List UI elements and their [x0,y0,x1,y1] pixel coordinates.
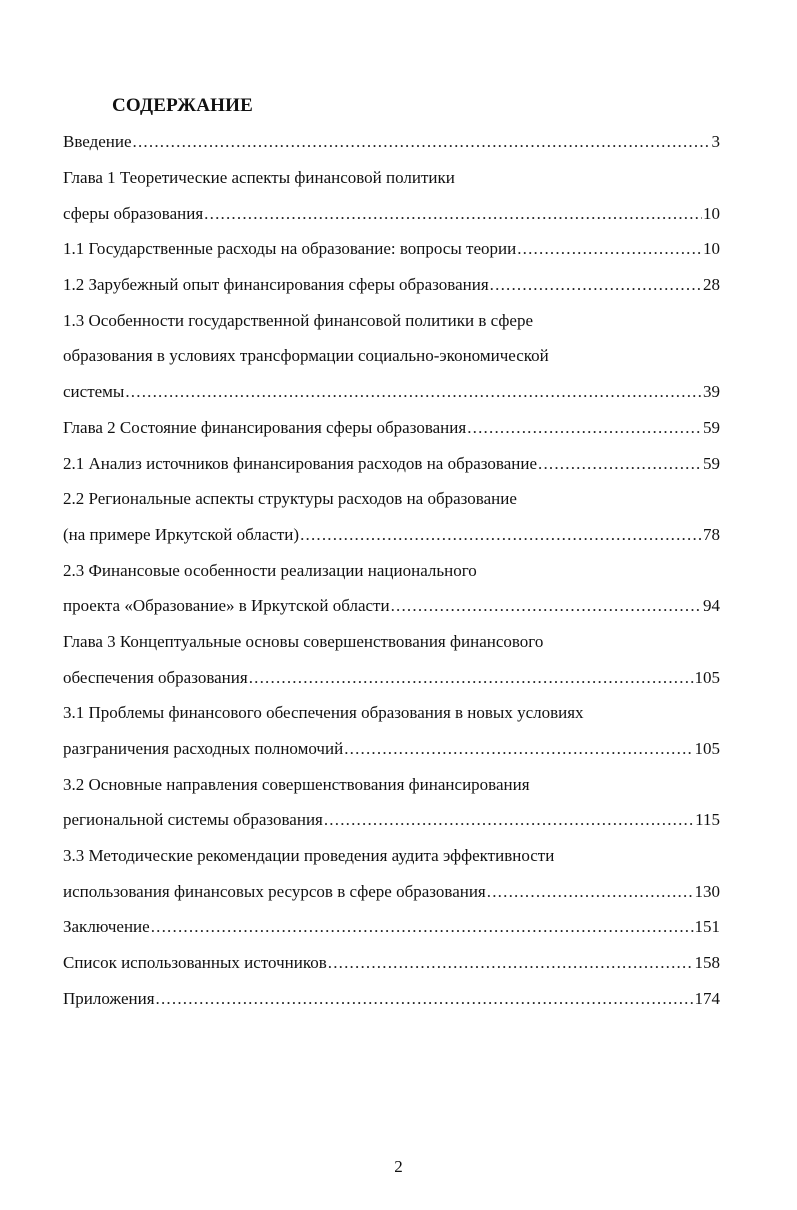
toc-dot-leader [125,380,702,404]
toc-entry-text: системы [63,382,125,401]
toc-entry [63,951,720,975]
toc-entry [63,237,720,261]
toc-dot-leader [344,737,693,761]
toc-page-number: 39 [703,382,720,401]
toc-dot-leader [300,523,702,547]
toc-entry-text: проекта «Образование» в Иркутской области [63,596,390,615]
toc-page-number: 151 [694,917,720,936]
toc-entry-text: региональной системы образования [63,810,323,829]
toc-dot-leader [517,237,702,261]
toc-entry-text: 2.1 Анализ источников финансирования расходов на образование [63,454,537,473]
toc-entry-text: 3.1 Проблемы финансового обеспечения образования в новых условиях [63,703,584,722]
toc-entry-text: использования финансовых ресурсов в сфере образования [63,882,486,901]
toc-entry-text: 3.2 Основные направления совершенствования финансирования [63,775,530,794]
toc-entry [63,380,720,404]
toc-entry [63,559,477,583]
toc-entry-text: разграничения расходных полномочий [63,739,344,758]
toc-page-number: 94 [703,596,720,615]
toc-entry-text: Список использованных источников [63,953,327,972]
toc-page-number: 105 [694,739,720,758]
toc-page-number: 59 [703,454,720,473]
toc-entry [63,202,720,226]
toc-dot-leader [467,416,702,440]
toc-entry-text: образования в условиях трансформации социально-экономической [63,346,549,365]
toc-entry [63,344,549,368]
toc-entry [63,452,720,476]
toc-dot-leader [328,951,694,975]
toc-dot-leader [249,666,694,690]
toc-page-number: 10 [703,239,720,258]
toc-entry-text: 2.3 Финансовые особенности реализации национального [63,561,477,580]
toc-page-number: 3 [711,132,720,151]
toc-page-number: 10 [703,204,720,223]
toc-entry [63,523,720,547]
toc-entry [63,737,720,761]
toc-entry [63,487,517,511]
toc-entry-text: Введение [63,132,132,151]
page-number: 2 [394,1157,403,1176]
toc-entry [63,666,720,690]
toc-entry-text: Заключение [63,917,150,936]
toc-page-number: 78 [703,525,720,544]
toc-dot-leader [204,202,702,226]
toc-entry [63,773,530,797]
toc-page-number: 115 [695,810,720,829]
toc-page-number: 105 [694,668,720,687]
toc-entry [63,166,455,190]
toc-entry-text: Приложения [63,989,155,1008]
toc-dot-leader [324,808,694,832]
toc-entry-text: 1.2 Зарубежный опыт финансирования сферы образования [63,275,489,294]
toc-entry [63,416,720,440]
toc-dot-leader [151,915,694,939]
toc-entry [63,987,720,1011]
toc-entry [63,701,584,725]
toc-entry [63,630,543,654]
toc-entry [63,594,720,618]
toc-entry-text: обеспечения образования [63,668,248,687]
toc-entry [63,309,533,333]
toc-entry-text: 1.1 Государственные расходы на образование: вопросы теории [63,239,517,258]
toc-entry-text: Глава 2 Состояние финансирования сферы образования [63,418,467,437]
toc-dot-leader [487,880,694,904]
toc-page-number: 28 [703,275,720,294]
toc-entry [63,808,720,832]
toc-page-number: 59 [703,418,720,437]
toc-dot-leader [156,987,694,1011]
toc-dot-leader [133,130,711,154]
toc-entry-text: 3.3 Методические рекомендации проведения аудита эффективности [63,846,555,865]
toc-entry [63,880,720,904]
toc-entry-text: (на примере Иркутской области) [63,525,300,544]
toc-dot-leader [538,452,702,476]
toc-entry [63,130,720,154]
toc-entry [63,273,720,297]
toc-dot-leader [490,273,702,297]
toc-entry [63,844,554,868]
toc-entry-text: 2.2 Региональные аспекты структуры расходов на образование [63,489,517,508]
toc-entry-text: Глава 1 Теоретические аспекты финансовой политики [63,168,455,187]
toc-page-number: 174 [694,989,720,1008]
toc-title: СОДЕРЖАНИЕ [112,95,253,116]
toc-page-number: 130 [694,882,720,901]
toc-entry [63,915,720,939]
toc-page-number: 158 [694,953,720,972]
toc-dot-leader [391,594,702,618]
toc-entry-text: 1.3 Особенности государственной финансовой политики в сфере [63,311,534,330]
toc-entry-text: Глава 3 Концептуальные основы совершенствования финансового [63,632,544,651]
toc-entry-text: сферы образования [63,204,204,223]
